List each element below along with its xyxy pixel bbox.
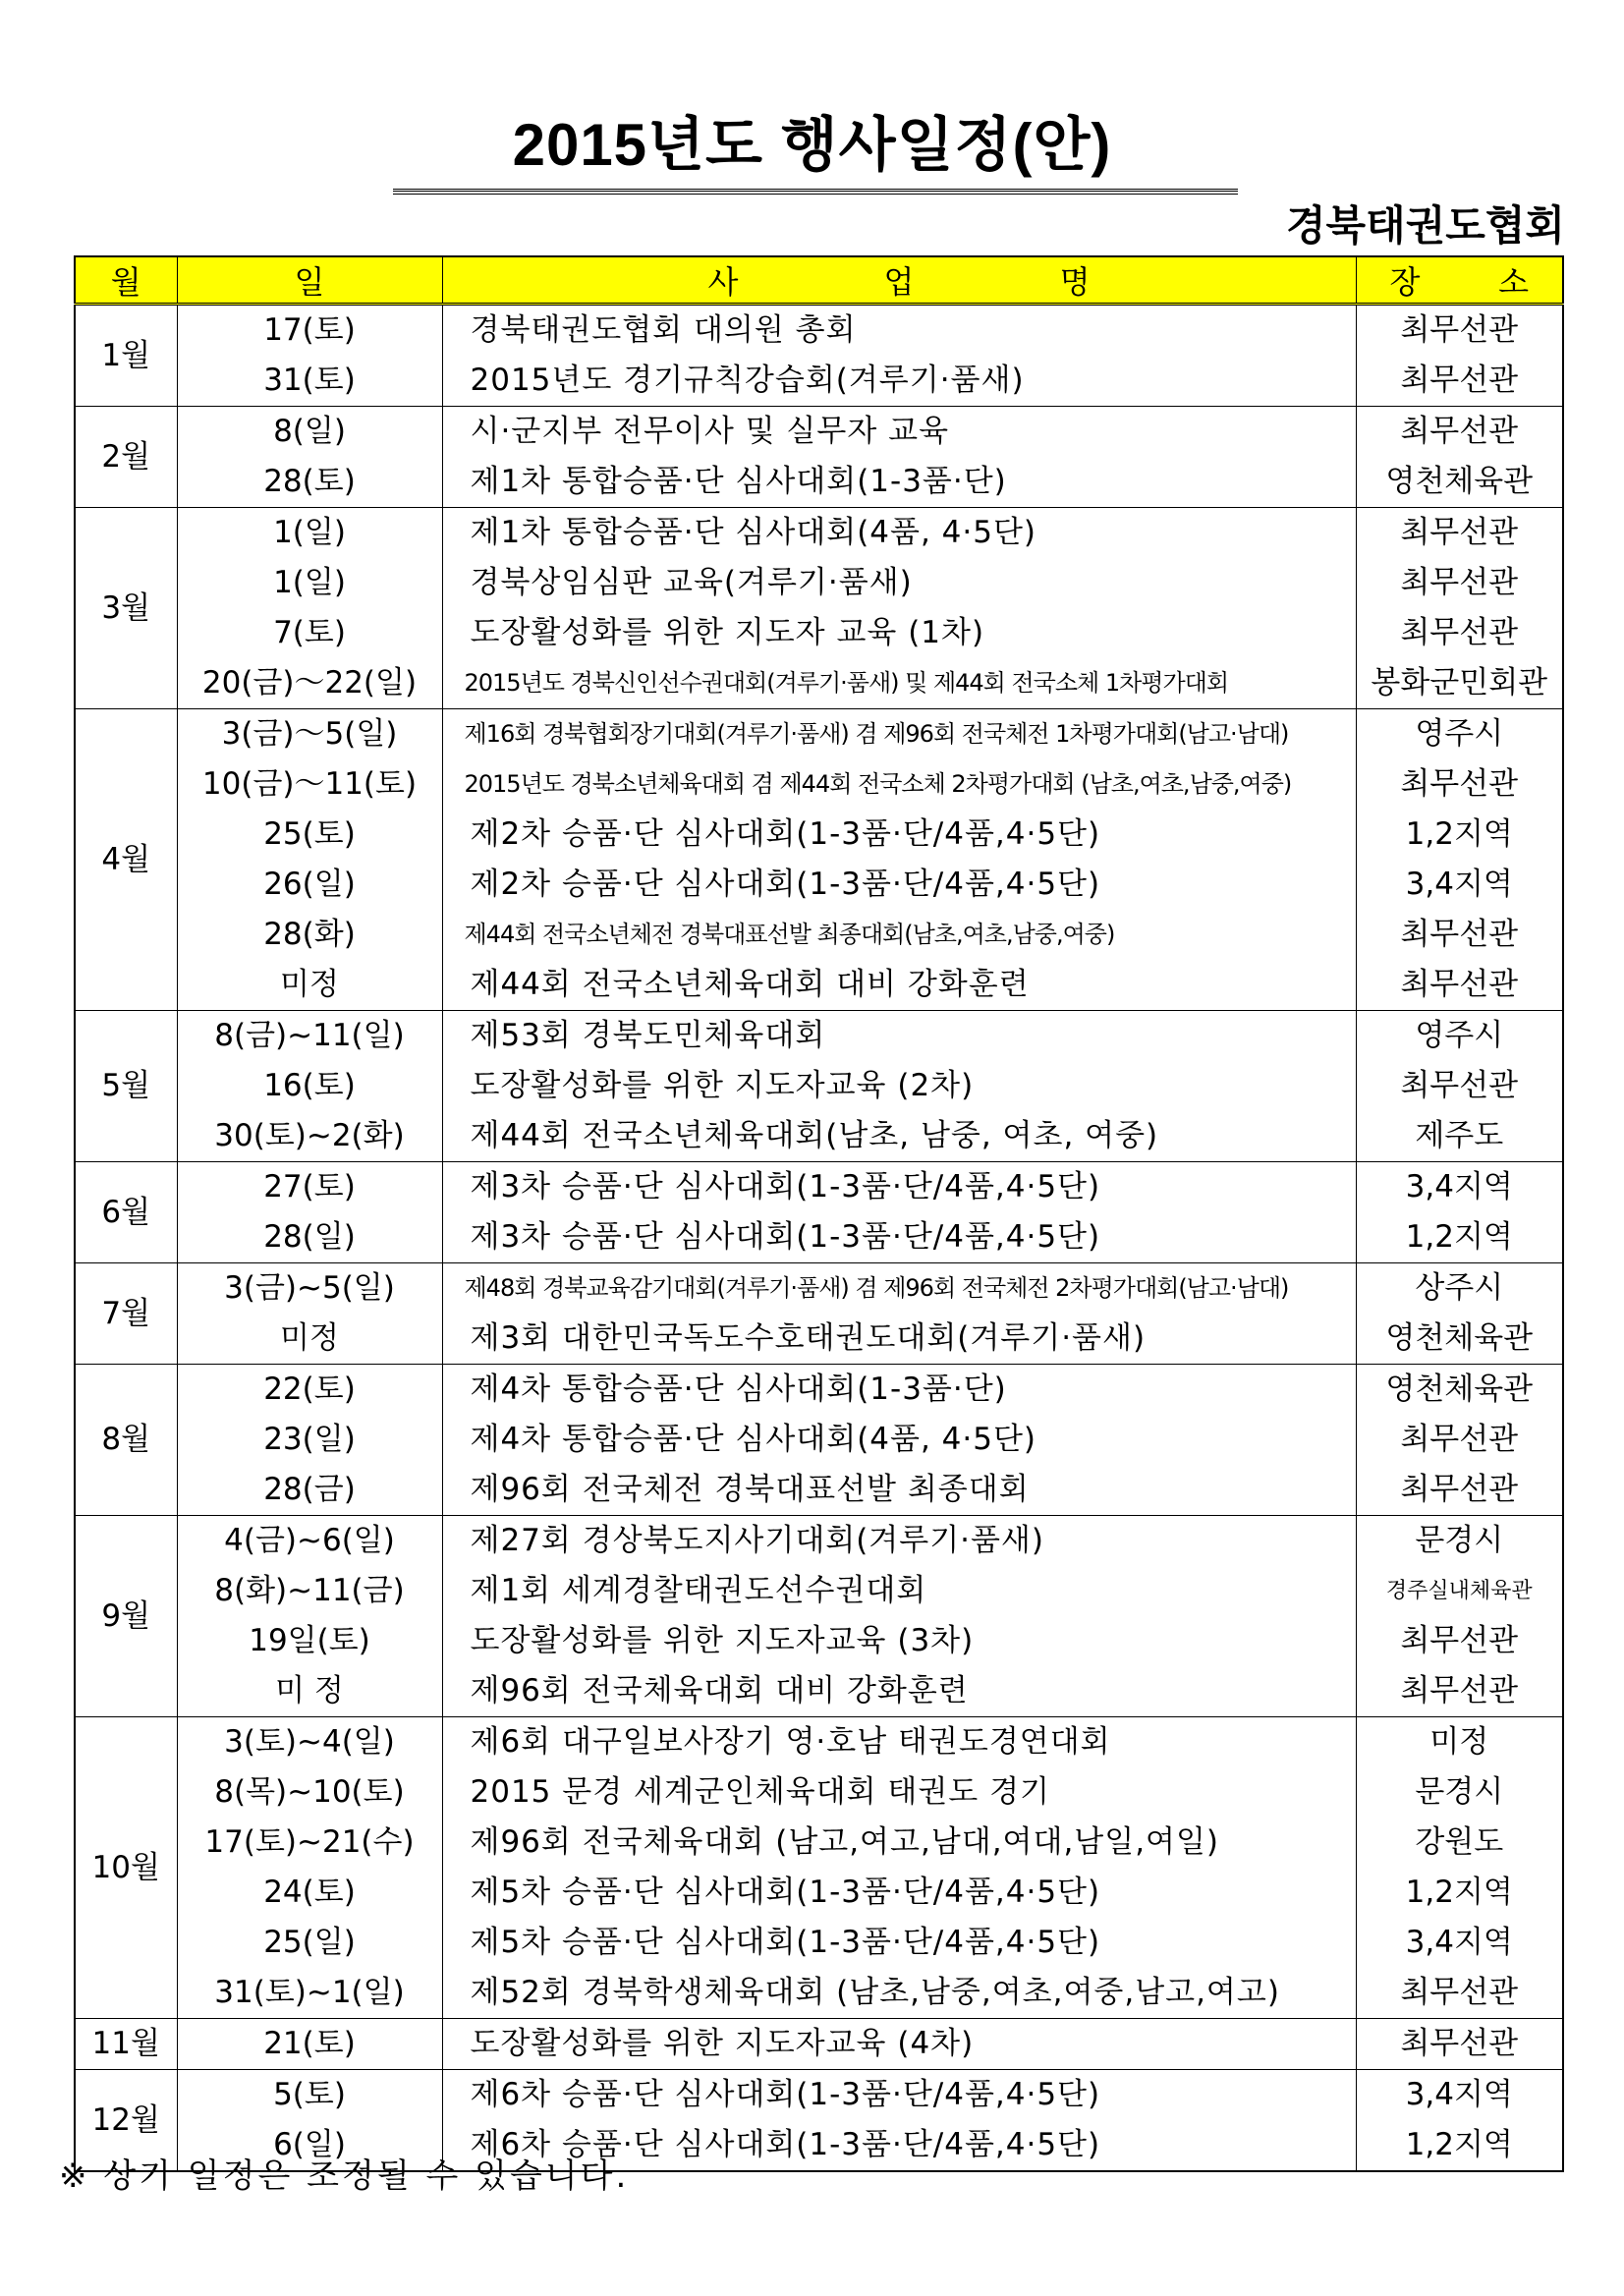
event-cell: 제16회 경북협회장기대회(겨루기·품새) 겸 제96회 전국체전 1차평가대회(남고·남대): [442, 709, 1356, 760]
table-row: [75, 759, 1563, 810]
day-cell: 8(일): [177, 407, 442, 458]
month-cell: 3월: [75, 508, 177, 709]
month-cell: 1월: [75, 305, 177, 407]
place-cell: 최무선관: [1356, 1061, 1563, 1111]
place-cell: 영주시: [1356, 1011, 1563, 1062]
day-cell: 1(일): [177, 508, 442, 559]
place-cell: 최무선관: [1356, 407, 1563, 458]
place-cell: 제주도: [1356, 1111, 1563, 1162]
table-row: [75, 558, 1563, 608]
place-cell: 영천체육관: [1356, 1365, 1563, 1416]
place-cell: 문경시: [1356, 1767, 1563, 1818]
event-cell: 2015년도 경기규칙강습회(겨루기·품새): [442, 356, 1356, 407]
place-cell: 1,2지역: [1356, 810, 1563, 860]
place-cell: 영주시: [1356, 709, 1563, 760]
day-cell: 28(일): [177, 1212, 442, 1263]
place-cell: 상주시: [1356, 1263, 1563, 1315]
place-cell: 최무선관: [1356, 759, 1563, 810]
event-cell: 2015 문경 세계군인체육대회 태권도 경기: [442, 1767, 1356, 1818]
table-row: [75, 1566, 1563, 1616]
table-row: [75, 1011, 1563, 1062]
event-cell: 2015년도 경북소년체육대회 겸 제44회 전국소체 2차평가대회 (남초,여초,남중,여중): [442, 759, 1356, 810]
header-event: [442, 256, 1356, 305]
table-row: [75, 709, 1563, 760]
event-cell: 도장활성화를 위한 지도자교육 (3차): [442, 1616, 1356, 1666]
event-cell: 제2차 승품·단 심사대회(1-3품·단/4품,4·5단): [442, 860, 1356, 910]
place-cell: 봉화군민회관: [1356, 658, 1563, 709]
day-cell: 30(토)~2(화): [177, 1111, 442, 1162]
month-cell: 4월: [75, 709, 177, 1011]
header-place: [1356, 256, 1563, 305]
day-cell: 31(토)~1(일): [177, 1968, 442, 2019]
table-row: [75, 1616, 1563, 1666]
table-row: [75, 1162, 1563, 1213]
day-cell: 8(금)~11(일): [177, 1011, 442, 1062]
table-row: [75, 910, 1563, 960]
table-header-row: [75, 256, 1563, 305]
table-row: [75, 608, 1563, 658]
table-row: [75, 1767, 1563, 1818]
table-row: [75, 1818, 1563, 1868]
event-cell: 제96회 전국체육대회 대비 강화훈련: [442, 1666, 1356, 1717]
day-cell: 7(토): [177, 608, 442, 658]
event-cell: 제48회 경북교육감기대회(겨루기·품새) 겸 제96회 전국체전 2차평가대회(남고·남대): [442, 1263, 1356, 1315]
day-cell: 5(토): [177, 2070, 442, 2121]
day-cell: 23(일): [177, 1415, 442, 1465]
header-event-char: 명: [1059, 263, 1091, 301]
table-row: [75, 810, 1563, 860]
event-cell: 제3차 승품·단 심사대회(1-3품·단/4품,4·5단): [442, 1162, 1356, 1213]
table-row: [75, 407, 1563, 458]
day-cell: 3(토)~4(일): [177, 1717, 442, 1768]
place-cell: 최무선관: [1356, 910, 1563, 960]
day-cell: 24(토): [177, 1868, 442, 1918]
month-cell: 10월: [75, 1717, 177, 2019]
table-row: [75, 1465, 1563, 1516]
place-cell: 최무선관: [1356, 1968, 1563, 2019]
event-cell: 도장활성화를 위한 지도자교육 (4차): [442, 2019, 1356, 2070]
table-row: [75, 1516, 1563, 1567]
place-cell: 영천체육관: [1356, 457, 1563, 508]
table-row: [75, 1263, 1563, 1315]
month-cell: 9월: [75, 1516, 177, 1717]
month-cell: 11월: [75, 2019, 177, 2070]
day-cell: 3(금)～5(일): [177, 709, 442, 760]
day-cell: 10(금)～11(토): [177, 759, 442, 810]
event-cell: 제1차 통합승품·단 심사대회(4품, 4·5단): [442, 508, 1356, 559]
day-cell: 28(화): [177, 910, 442, 960]
day-cell: 8(목)~10(토): [177, 1767, 442, 1818]
month-cell: 2월: [75, 407, 177, 508]
event-cell: 제1회 세계경찰태권도선수권대회: [442, 1566, 1356, 1616]
table-row: [75, 508, 1563, 559]
event-cell: 제6차 승품·단 심사대회(1-3품·단/4품,4·5단): [442, 2070, 1356, 2121]
place-cell: 1,2지역: [1356, 1868, 1563, 1918]
day-cell: 22(토): [177, 1365, 442, 1416]
day-cell: 19일(토): [177, 1616, 442, 1666]
event-cell: 제3회 대한민국독도수호태권도대회(겨루기·품새): [442, 1314, 1356, 1365]
place-cell: 3,4지역: [1356, 2070, 1563, 2121]
footnote: ※ 상기 일정은 조정될 수 있습니다.: [59, 2156, 630, 2196]
place-cell: 3,4지역: [1356, 860, 1563, 910]
day-cell: 미정: [177, 960, 442, 1011]
schedule-table: [74, 255, 1564, 2172]
schedule-body: [75, 305, 1563, 2172]
header-month: 월: [75, 256, 177, 305]
month-cell: 8월: [75, 1365, 177, 1516]
event-cell: 제5차 승품·단 심사대회(1-3품·단/4품,4·5단): [442, 1918, 1356, 1968]
table-row: [75, 860, 1563, 910]
event-cell: 제44회 전국소년체육대회 대비 강화훈련: [442, 960, 1356, 1011]
day-cell: 28(토): [177, 457, 442, 508]
event-cell: 제4차 통합승품·단 심사대회(1-3품·단): [442, 1365, 1356, 1416]
table-row: [75, 457, 1563, 508]
place-cell: 최무선관: [1356, 558, 1563, 608]
table-row: [75, 305, 1563, 357]
place-cell: 1,2지역: [1356, 1212, 1563, 1263]
place-cell: 최무선관: [1356, 356, 1563, 407]
table-row: [75, 2070, 1563, 2121]
event-cell: 제96회 전국체전 경북대표선발 최종대회: [442, 1465, 1356, 1516]
table-row: [75, 1717, 1563, 1768]
event-cell: 도장활성화를 위한 지도자교육 (2차): [442, 1061, 1356, 1111]
place-cell: 경주실내체육관: [1356, 1566, 1563, 1616]
table-row: [75, 1212, 1563, 1263]
place-cell: 최무선관: [1356, 305, 1563, 357]
event-cell: 제44회 전국소년체전 경북대표선발 최종대회(남초,여초,남중,여중): [442, 910, 1356, 960]
event-cell: 도장활성화를 위한 지도자 교육 (1차): [442, 608, 1356, 658]
event-cell: 제4차 통합승품·단 심사대회(4품, 4·5단): [442, 1415, 1356, 1465]
day-cell: 25(일): [177, 1918, 442, 1968]
event-cell: 제96회 전국체육대회 (남고,여고,남대,여대,남일,여일): [442, 1818, 1356, 1868]
place-cell: 최무선관: [1356, 1616, 1563, 1666]
place-cell: 최무선관: [1356, 2019, 1563, 2070]
table-row: [75, 1061, 1563, 1111]
table-row: [75, 1666, 1563, 1717]
header-place-char: 소: [1498, 263, 1529, 301]
event-cell: 2015년도 경북신인선수권대회(겨루기·품새) 및 제44회 전국소체 1차평가대회: [442, 658, 1356, 709]
event-cell: 제3차 승품·단 심사대회(1-3품·단/4품,4·5단): [442, 1212, 1356, 1263]
day-cell: 20(금)～22(일): [177, 658, 442, 709]
table-row: [75, 1968, 1563, 2019]
place-cell: 최무선관: [1356, 1465, 1563, 1516]
month-cell: 7월: [75, 1263, 177, 1365]
table-row: [75, 658, 1563, 709]
day-cell: 4(금)~6(일): [177, 1516, 442, 1567]
day-cell: 미 정: [177, 1666, 442, 1717]
place-cell: 영천체육관: [1356, 1314, 1563, 1365]
table-row: [75, 356, 1563, 407]
day-cell: 21(토): [177, 2019, 442, 2070]
place-cell: 문경시: [1356, 1516, 1563, 1567]
place-cell: 강원도: [1356, 1818, 1563, 1868]
table-row: [75, 1111, 1563, 1162]
table-row: [75, 1415, 1563, 1465]
event-cell: 제6회 대구일보사장기 영·호남 태권도경연대회: [442, 1717, 1356, 1768]
event-cell: 제44회 전국소년체육대회(남초, 남중, 여초, 여중): [442, 1111, 1356, 1162]
table-row: [75, 2019, 1563, 2070]
table-row: [75, 1918, 1563, 1968]
document-title: 2015년도 행사일정(안): [512, 112, 1112, 178]
header-event-char: 사: [707, 263, 739, 301]
day-cell: 27(토): [177, 1162, 442, 1213]
event-cell: 시·군지부 전무이사 및 실무자 교육: [442, 407, 1356, 458]
month-cell: 6월: [75, 1162, 177, 1263]
day-cell: 3(금)~5(일): [177, 1263, 442, 1315]
day-cell: 25(토): [177, 810, 442, 860]
place-cell: 최무선관: [1356, 608, 1563, 658]
table-row: [75, 1365, 1563, 1416]
event-cell: 제27회 경상북도지사기대회(겨루기·품새): [442, 1516, 1356, 1567]
event-cell: 경북상임심판 교육(겨루기·품새): [442, 558, 1356, 608]
day-cell: 17(토): [177, 305, 442, 357]
place-cell: 3,4지역: [1356, 1918, 1563, 1968]
event-cell: 제2차 승품·단 심사대회(1-3품·단/4품,4·5단): [442, 810, 1356, 860]
day-cell: 16(토): [177, 1061, 442, 1111]
event-cell: 제1차 통합승품·단 심사대회(1-3품·단): [442, 457, 1356, 508]
day-cell: 6(일): [177, 2120, 442, 2171]
place-cell: 3,4지역: [1356, 1162, 1563, 1213]
place-cell: 최무선관: [1356, 1415, 1563, 1465]
place-cell: 1,2지역: [1356, 2120, 1563, 2171]
event-cell: 제52회 경북학생체육대회 (남초,남중,여초,여중,남고,여고): [442, 1968, 1356, 2019]
table-row: [75, 960, 1563, 1011]
title-underline: [393, 189, 1238, 195]
event-cell: 제53회 경북도민체육대회: [442, 1011, 1356, 1062]
day-cell: 미정: [177, 1314, 442, 1365]
place-cell: 최무선관: [1356, 1666, 1563, 1717]
event-cell: 제5차 승품·단 심사대회(1-3품·단/4품,4·5단): [442, 1868, 1356, 1918]
table-row: [75, 1868, 1563, 1918]
header-event-char: 업: [883, 263, 915, 301]
month-cell: 5월: [75, 1011, 177, 1162]
header-place-char: 장: [1389, 263, 1421, 301]
day-cell: 28(금): [177, 1465, 442, 1516]
place-cell: 최무선관: [1356, 960, 1563, 1011]
place-cell: 미정: [1356, 1717, 1563, 1768]
month-cell: 12월: [75, 2070, 177, 2172]
day-cell: 8(화)~11(금): [177, 1566, 442, 1616]
place-cell: 최무선관: [1356, 508, 1563, 559]
day-cell: 31(토): [177, 356, 442, 407]
event-cell: 제6차 승품·단 심사대회(1-3품·단/4품,4·5단): [442, 2120, 1356, 2171]
event-cell: 경북태권도협회 대의원 총회: [442, 305, 1356, 357]
day-cell: 17(토)~21(수): [177, 1818, 442, 1868]
table-row: [75, 1314, 1563, 1365]
day-cell: 26(일): [177, 860, 442, 910]
header-day: 일: [177, 256, 442, 305]
day-cell: 1(일): [177, 558, 442, 608]
organization-name: 경북태권도협회: [1285, 202, 1565, 249]
